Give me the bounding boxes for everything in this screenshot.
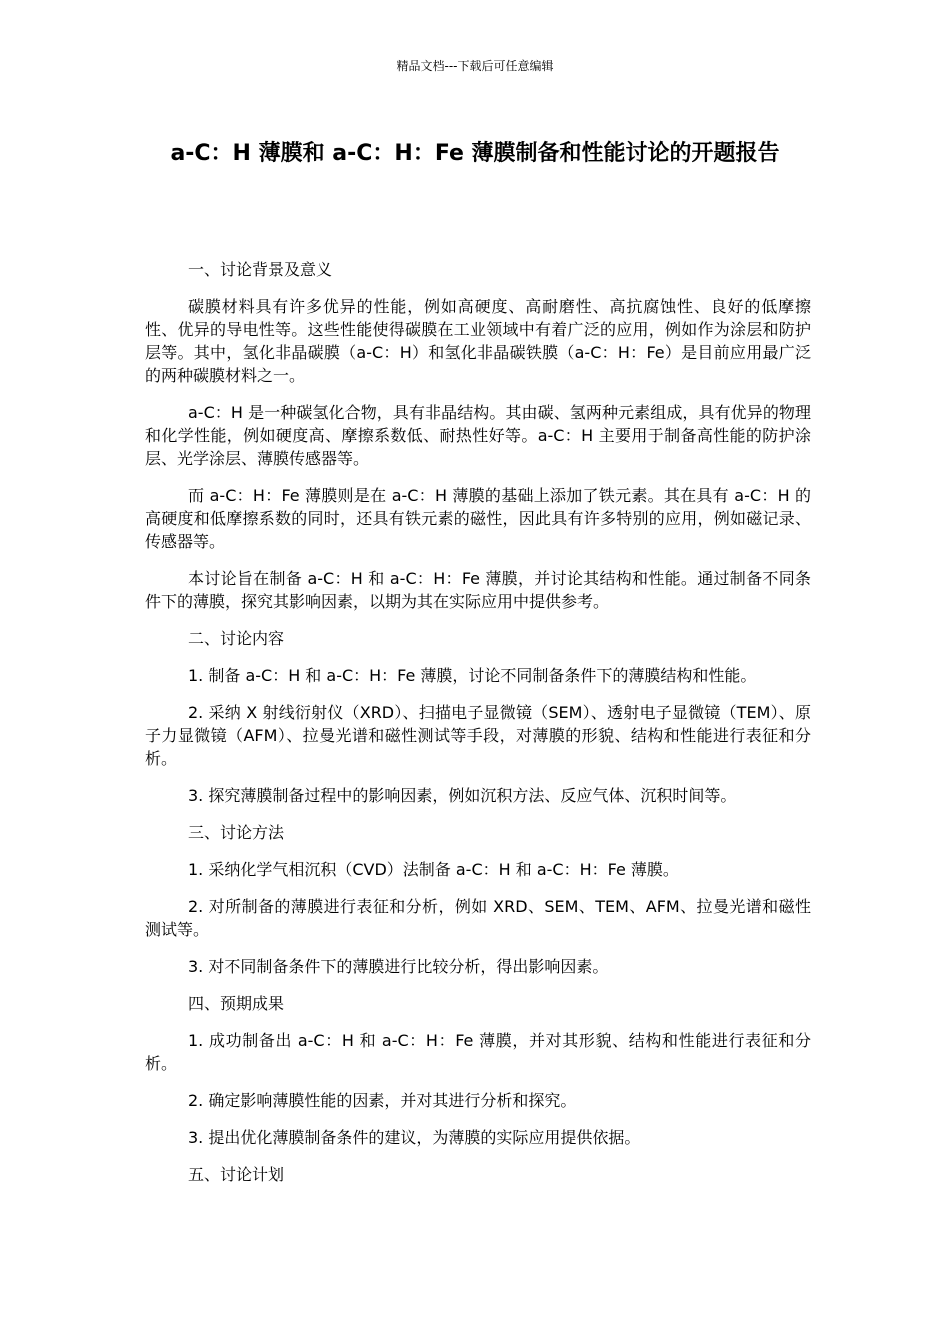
list-item: 1. 制备 a-C：H 和 a-C：H：Fe 薄膜，讨论不同制备条件下的薄膜结构和性能。 — [188, 666, 757, 685]
list-item: 3. 探究薄膜制备过程中的影响因素，例如沉积方法、反应气体、沉积时间等。 — [188, 786, 737, 805]
header-note: 精品文档---下载后可任意编辑 — [396, 59, 554, 73]
list-item: 3. 对不同制备条件下的薄膜进行比较分析，得出影响因素。 — [188, 957, 609, 976]
paragraph: 而 a-C：H：Fe 薄膜则是在 a-C：H 薄膜的基础上添加了铁元素。其在具有 a-C：H 的高硬度和低摩擦系数的同时，还具有铁元素的磁性，因此具有许多特别的应用，例如磁记录、传感器等。 — [145, 486, 811, 551]
paragraph: a-C：H 是一种碳氢化合物，具有非晶结构。其由碳、氢两种元素组成，具有优异的物理和化学性能，例如硬度高、摩擦系数低、耐热性好等。a-C：H 主要用于制备高性能的防护涂层、光学涂层、薄膜传感器等。 — [145, 403, 811, 468]
list-item: 1. 成功制备出 a-C：H 和 a-C：H：Fe 薄膜，并对其形貌、结构和性能进行表征和分析。 — [145, 1031, 811, 1073]
list-item: 2. 确定影响薄膜性能的因素，并对其进行分析和探究。 — [188, 1091, 577, 1110]
section-heading-plan: 五、讨论计划 — [188, 1165, 285, 1184]
paragraph: 本讨论旨在制备 a-C：H 和 a-C：H：Fe 薄膜，并讨论其结构和性能。通过制备不同条件下的薄膜，探究其影响因素，以期为其在实际应用中提供参考。 — [145, 569, 811, 611]
document-title: a-C：H 薄膜和 a-C：H：Fe 薄膜制备和性能讨论的开题报告 — [170, 141, 780, 166]
list-item: 3. 提出优化薄膜制备条件的建议，为薄膜的实际应用提供依据。 — [188, 1128, 641, 1147]
list-item: 2. 采纳 X 射线衍射仪（XRD）、扫描电子显微镜（SEM）、透射电子显微镜（TEM）、原子力显微镜（AFM）、拉曼光谱和磁性测试等手段，对薄膜的形貌、结构和性能进行表征和分析。 — [145, 703, 811, 768]
document-body — [145, 258, 811, 1200]
section-heading-background: 一、讨论背景及意义 — [188, 260, 333, 279]
section-heading-content: 二、讨论内容 — [188, 629, 285, 648]
section-heading-outcomes: 四、预期成果 — [188, 994, 285, 1013]
paragraph: 碳膜材料具有许多优异的性能，例如高硬度、高耐磨性、高抗腐蚀性、良好的低摩擦性、优异的导电性等。这些性能使得碳膜在工业领域中有着广泛的应用，例如作为涂层和防护层等。其中，氢化非晶碳膜（a-C：H）和氢化非晶碳铁膜（a-C：H：Fe）是目前应用最广泛的两种碳膜材料之一。 — [145, 297, 811, 385]
list-item: 1. 采纳化学气相沉积（CVD）法制备 a-C：H 和 a-C：H：Fe 薄膜。 — [188, 860, 679, 879]
list-item: 2. 对所制备的薄膜进行表征和分析，例如 XRD、SEM、TEM、AFM、拉曼光谱和磁性测试等。 — [145, 897, 811, 939]
section-heading-methods: 三、讨论方法 — [188, 823, 285, 842]
